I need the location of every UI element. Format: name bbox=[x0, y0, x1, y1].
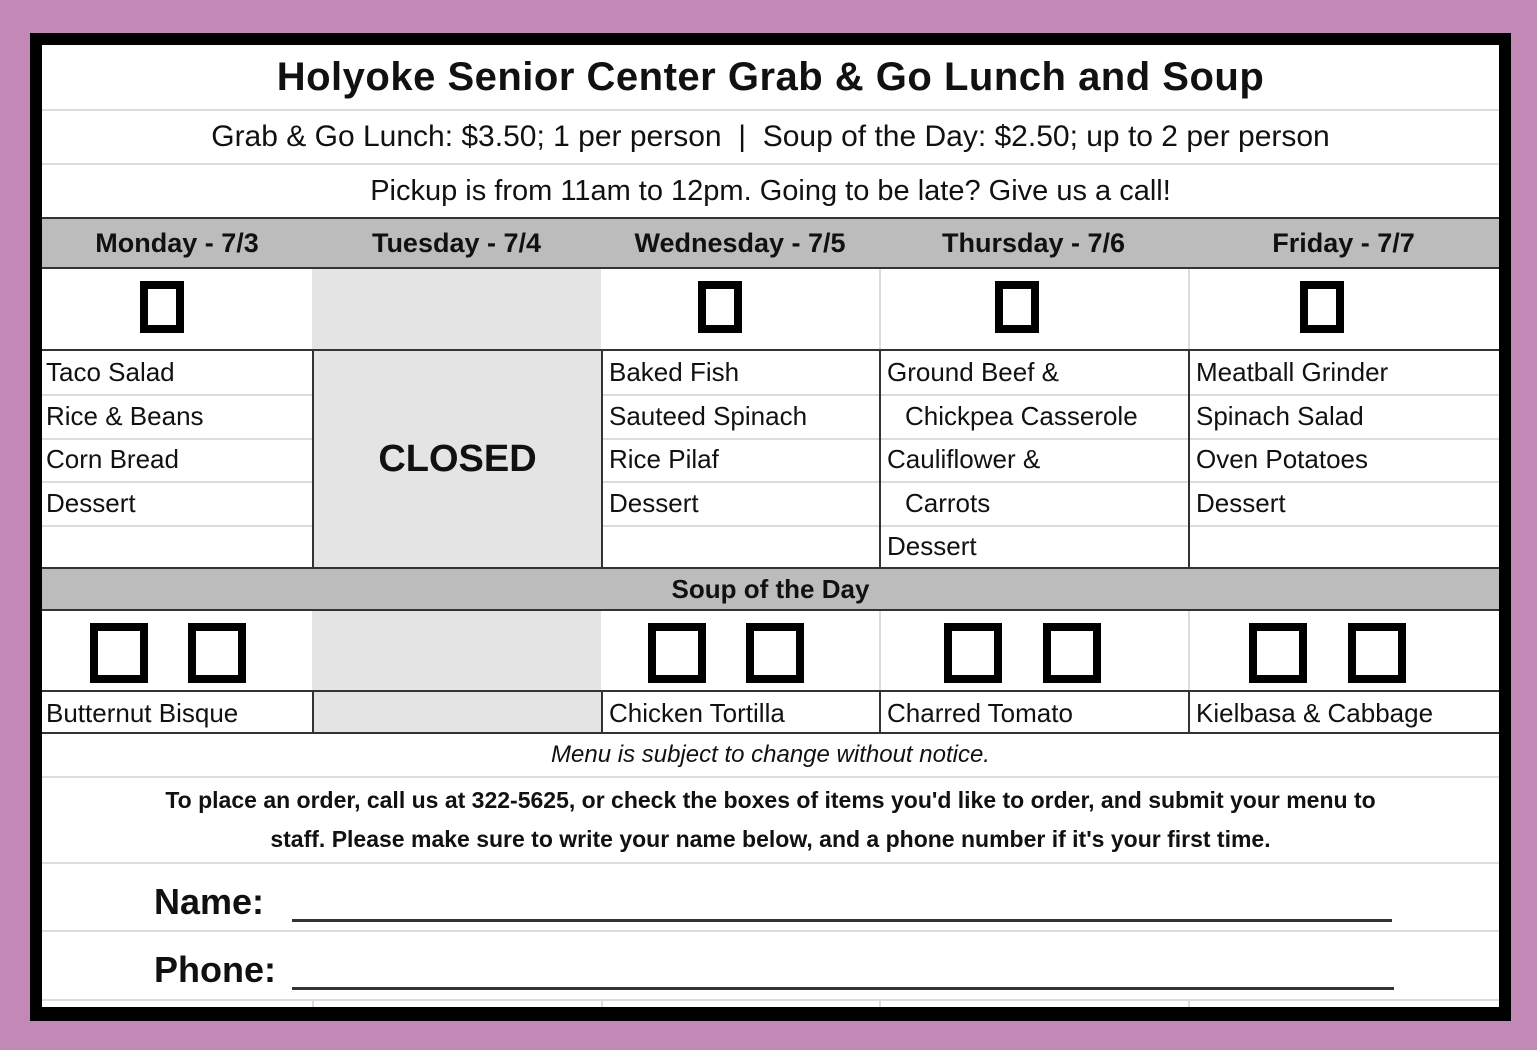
divider bbox=[42, 999, 1499, 1001]
day-header-row bbox=[42, 217, 1499, 269]
divider bbox=[1188, 999, 1190, 1007]
soup-checkbox-wednesday-2[interactable] bbox=[746, 623, 804, 683]
divider bbox=[601, 690, 603, 734]
phone-input-line[interactable] bbox=[292, 987, 1394, 990]
soup-name-tuesday bbox=[314, 692, 601, 734]
change-notice: Menu is subject to change without notice. bbox=[42, 734, 1499, 778]
lunch-item: Corn Bread bbox=[46, 444, 179, 474]
day-header-friday: Friday - 7/7 bbox=[1272, 227, 1415, 258]
day-header-wednesday: Wednesday - 7/5 bbox=[634, 227, 846, 258]
lunch-item: Dessert bbox=[887, 531, 977, 561]
soup-name-thursday: Charred Tomato bbox=[887, 698, 1073, 728]
divider bbox=[879, 269, 881, 349]
order-instructions-line1: To place an order, call us at 322-5625, or check the boxes of items you'd like to order, and submit your menu to bbox=[165, 787, 1376, 813]
divider bbox=[1188, 269, 1190, 349]
lunch-item: Baked Fish bbox=[609, 357, 740, 387]
divider bbox=[601, 349, 603, 567]
lunch-column-wednesday bbox=[601, 351, 879, 567]
day-header-tuesday: Tuesday - 7/4 bbox=[371, 227, 542, 258]
soup-checkbox-monday-2[interactable] bbox=[188, 623, 246, 683]
divider bbox=[879, 611, 881, 690]
divider bbox=[879, 349, 881, 567]
lunch-item: Dessert bbox=[46, 488, 136, 518]
soup-name-monday: Butternut Bisque bbox=[46, 698, 239, 728]
lunch-column-thursday bbox=[881, 351, 1188, 567]
day-header-monday: Monday - 7/3 bbox=[95, 227, 259, 258]
soup-checkbox-monday-1[interactable] bbox=[90, 623, 148, 683]
divider bbox=[1188, 611, 1190, 690]
lunch-item: Taco Salad bbox=[46, 357, 175, 387]
pricing-info: Grab & Go Lunch: $3.50; 1 per person | Soup of the Day: $2.50; up to 2 per person bbox=[42, 111, 1499, 165]
soup-name-friday: Kielbasa & Cabbage bbox=[1196, 698, 1434, 728]
lunch-item: Dessert bbox=[1196, 488, 1286, 518]
soup-checkbox-friday-2[interactable] bbox=[1348, 623, 1406, 683]
soup-checkbox-thursday-1[interactable] bbox=[944, 623, 1002, 683]
day-header-thursday: Thursday - 7/6 bbox=[941, 227, 1126, 258]
lunch-column-friday bbox=[1190, 351, 1499, 567]
name-input-line[interactable] bbox=[292, 919, 1392, 922]
menu-frame bbox=[30, 33, 1511, 1021]
soup-section-header: Soup of the Day bbox=[42, 567, 1499, 611]
lunch-item: Meatball Grinder bbox=[1196, 357, 1389, 387]
lunch-item: Carrots bbox=[905, 488, 991, 518]
page-title: Holyoke Senior Center Grab & Go Lunch and Soup bbox=[42, 45, 1499, 111]
lunch-item: Ground Beef & bbox=[887, 357, 1059, 387]
divider bbox=[312, 349, 314, 567]
lunch-item: Chickpea Casserole bbox=[905, 401, 1138, 431]
lunch-item: Oven Potatoes bbox=[1196, 444, 1368, 474]
lunch-item: Cauliflower & bbox=[887, 444, 1041, 474]
divider bbox=[312, 999, 314, 1007]
divider bbox=[879, 690, 881, 734]
lunch-column-monday bbox=[42, 351, 312, 567]
lunch-item: Rice Pilaf bbox=[609, 444, 719, 474]
divider bbox=[601, 999, 603, 1007]
divider bbox=[879, 999, 881, 1007]
lunch-item: Rice & Beans bbox=[46, 401, 204, 431]
soup-name-wednesday: Chicken Tortilla bbox=[609, 698, 785, 728]
phone-label: Phone: bbox=[154, 949, 276, 990]
tuesday-checkbox-cell bbox=[312, 269, 601, 349]
closed-label: CLOSED bbox=[314, 351, 601, 567]
lunch-item: Sauteed Spinach bbox=[609, 401, 808, 431]
soup-checkbox-thursday-2[interactable] bbox=[1043, 623, 1101, 683]
name-label: Name: bbox=[154, 881, 265, 922]
divider bbox=[312, 690, 314, 734]
lunch-checkbox-monday[interactable] bbox=[140, 281, 184, 333]
lunch-checkbox-thursday[interactable] bbox=[995, 281, 1039, 333]
lunch-checkbox-wednesday[interactable] bbox=[698, 281, 742, 333]
pickup-info: Pickup is from 11am to 12pm. Going to be late? Give us a call! bbox=[370, 174, 1171, 207]
soup-checkbox-wednesday-1[interactable] bbox=[648, 623, 706, 683]
soup-checkbox-friday-1[interactable] bbox=[1249, 623, 1307, 683]
divider bbox=[1188, 349, 1190, 567]
order-instructions-line2: staff. Please make sure to write your name below, and a phone number if it's your first time. bbox=[270, 826, 1271, 852]
tuesday-soup-checkbox-cell bbox=[312, 611, 601, 690]
lunch-item: Spinach Salad bbox=[1196, 401, 1364, 431]
divider bbox=[1188, 690, 1190, 734]
order-instructions bbox=[42, 778, 1499, 864]
menu-sheet bbox=[42, 45, 1499, 1007]
lunch-item: Dessert bbox=[609, 488, 699, 518]
lunch-checkbox-friday[interactable] bbox=[1300, 281, 1344, 333]
